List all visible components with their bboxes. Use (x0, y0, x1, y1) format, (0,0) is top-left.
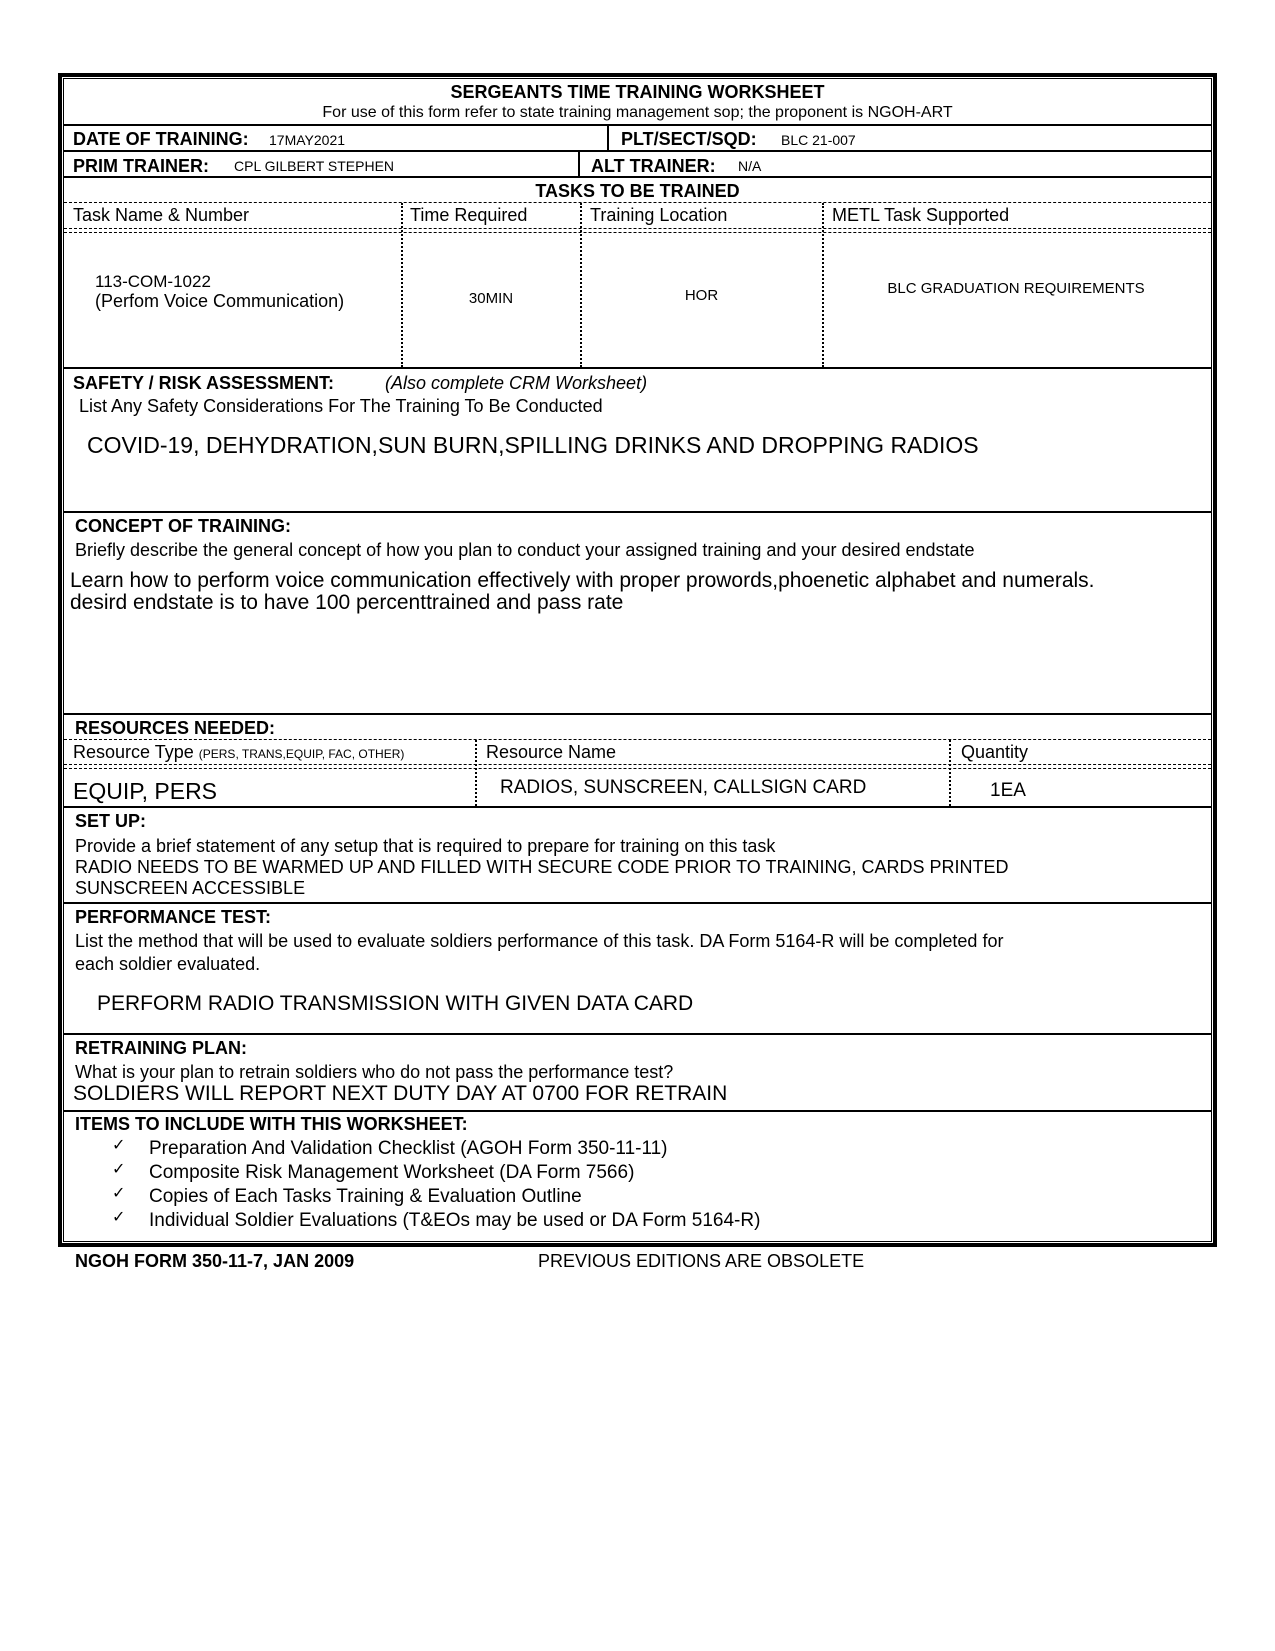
task-time: 30MIN (468, 290, 514, 307)
alt-trainer-label: ALT TRAINER: (591, 156, 716, 176)
divider (64, 228, 1211, 229)
concept-line-1: Learn how to perform voice communication effectively with proper prowords,phoenetic alphabet and numerals. (70, 569, 1095, 592)
resource-type-value: EQUIP, PERS (73, 778, 218, 804)
items-list-item: Composite Risk Management Worksheet (DA Form 7566) (149, 1162, 635, 1183)
divider (64, 1033, 1211, 1035)
task-name: (Perfom Voice Communication) (95, 291, 345, 311)
safety-value: COVID-19, DEHYDRATION,SUN BURN,SPILLING DRINKS AND DROPPING RADIOS (87, 432, 979, 458)
divider (64, 713, 1211, 715)
resource-name-value: RADIOS, SUNSCREEN, CALLSIGN CARD (500, 777, 867, 798)
divider (64, 176, 1211, 178)
divider (949, 740, 951, 806)
items-list-item: Copies of Each Tasks Training & Evaluation Outline (149, 1186, 582, 1207)
check-icon: ✓ (112, 1137, 126, 1154)
plt-sect-sqd-value: BLC 21-007 (781, 132, 856, 148)
divider (64, 124, 1211, 126)
retraining-label: RETRAINING PLAN: (75, 1038, 247, 1058)
performance-instruction-1: List the method that will be used to evaluate soldiers performance of this task. DA Form 5164-R will be completed for (75, 931, 1004, 951)
performance-label: PERFORMANCE TEST: (75, 907, 272, 927)
retraining-value: SOLDIERS WILL REPORT NEXT DUTY DAY AT 0700 FOR RETRAIN (73, 1082, 728, 1105)
task-col-header: Training Location (590, 205, 728, 225)
divider (64, 1110, 1211, 1112)
items-list-item: Preparation And Validation Checklist (AGOH Form 350-11-11) (149, 1138, 668, 1159)
setup-line-2: SUNSCREEN ACCESSIBLE (75, 878, 306, 898)
obsolete-notice: PREVIOUS EDITIONS ARE OBSOLETE (538, 1251, 865, 1271)
divider (64, 764, 1211, 765)
task-col-header: Task Name & Number (73, 205, 250, 225)
check-icon: ✓ (112, 1209, 126, 1226)
resource-name-header: Resource Name (486, 742, 617, 762)
divider (64, 202, 1211, 203)
divider (475, 740, 477, 806)
task-col-header: Time Required (410, 205, 528, 225)
form-id: NGOH FORM 350-11-7, JAN 2009 (75, 1251, 355, 1271)
divider (578, 151, 580, 176)
check-icon: ✓ (112, 1185, 126, 1202)
divider (64, 768, 1211, 769)
performance-value: PERFORM RADIO TRANSMISSION WITH GIVEN DATA CARD (97, 992, 694, 1015)
divider (64, 902, 1211, 904)
setup-line-1: RADIO NEEDS TO BE WARMED UP AND FILLED WITH SECURE CODE PRIOR TO TRAINING, CARDS PRINTED (75, 857, 1009, 877)
retraining-instruction: What is your plan to retrain soldiers who do not pass the performance test? (75, 1062, 674, 1082)
prim-trainer-label: PRIM TRAINER: (73, 156, 209, 176)
divider (64, 367, 1211, 369)
divider (580, 203, 582, 367)
resource-type-note: (PERS, TRANS,EQUIP, FAC, OTHER) (198, 747, 405, 761)
prim-trainer-value: CPL GILBERT STEPHEN (234, 158, 395, 174)
date-of-training-value: 17MAY2021 (269, 132, 346, 148)
divider (64, 739, 1211, 740)
task-metl: BLC GRADUATION REQUIREMENTS (887, 280, 1145, 297)
task-number: 113-COM-1022 (95, 272, 211, 291)
alt-trainer-value: N/A (738, 158, 762, 174)
plt-sect-sqd-label: PLT/SECT/SQD: (621, 129, 757, 149)
resource-type-label: Resource Type (73, 742, 194, 762)
form-title: SERGEANTS TIME TRAINING WORKSHEET (450, 82, 825, 102)
divider (64, 232, 1211, 233)
safety-label: SAFETY / RISK ASSESSMENT: (73, 373, 335, 393)
divider (64, 150, 1211, 152)
date-of-training-label: DATE OF TRAINING: (73, 129, 249, 149)
safety-instruction: List Any Safety Considerations For The Training To Be Conducted (79, 396, 603, 416)
items-label: ITEMS TO INCLUDE WITH THIS WORKSHEET: (75, 1114, 468, 1134)
concept-line-2: desird endstate is to have 100 percenttrained and pass rate (70, 591, 624, 614)
divider (64, 806, 1211, 808)
divider (64, 511, 1211, 513)
form-subtitle: For use of this form refer to state training management sop; the proponent is NGOH-ART (322, 104, 953, 121)
resource-qty-value: 1EA (990, 780, 1026, 801)
resources-label: RESOURCES NEEDED: (75, 718, 276, 738)
task-col-header: METL Task Supported (832, 205, 1010, 225)
performance-instruction-2: each soldier evaluated. (75, 954, 261, 974)
resource-qty-header: Quantity (961, 742, 1029, 762)
check-icon: ✓ (112, 1161, 126, 1178)
safety-note: (Also complete CRM Worksheet) (385, 373, 648, 393)
task-location: HOR (684, 287, 719, 304)
items-list-item: Individual Soldier Evaluations (T&EOs may be used or DA Form 5164-R) (149, 1210, 761, 1231)
tasks-heading: TASKS TO BE TRAINED (535, 181, 740, 201)
divider (607, 125, 609, 150)
setup-instruction: Provide a brief statement of any setup that is required to prepare for training on this task (75, 836, 776, 856)
resource-type-header (73, 743, 404, 761)
concept-label: CONCEPT OF TRAINING: (75, 516, 291, 536)
divider (401, 203, 403, 367)
setup-label: SET UP: (75, 811, 147, 831)
concept-instruction: Briefly describe the general concept of how you plan to conduct your assigned training and your desired endstate (75, 540, 975, 560)
